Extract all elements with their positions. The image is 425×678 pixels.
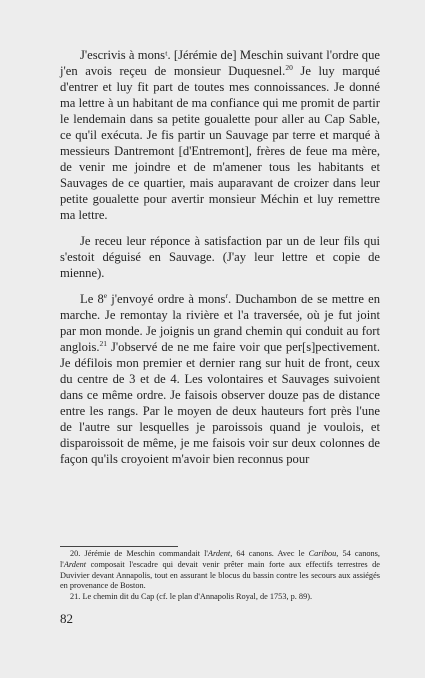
footnote-divider (60, 546, 178, 547)
paragraph-3: Le 8e j'envoyé ordre à mons$^r$. Duchambon de se mettre en marche. Je remontay la rivière et l'a traversée, où je fut joint par mon monde. Je joignis un grand chemin qui conduit au fort anglois.$^{21}$ J'observé de ne me faire voir que per[s]pectivement. Je défilois mon premier et dernier rang sur huit de front, ceux du centre de 3 et de 4. Les volontaires et Sauvages suivoient dans ce même ordre. Je faisois observer douze pas de distance entre les rangs. Par le moyen de deux hauteurs fort près l'une de l'autre sur lesquelles je paroissois quand je voulois, et disparoissoit de même, je me faisois voir sur deux colonnes de façon qu'ils croyoient m'avoir bien reconnus pour (60, 291, 380, 466)
footnote-21: 21. Le chemin dit du Cap (cf. le plan d'Annapolis Royal, de 1753, p. 89). (70, 592, 313, 602)
footnote-20: 20. Jérémie de Meschin commandait l'Ardent, 64 canons. Avec le Caribou, 54 canons, l'Ardent composait l'escadre qui devait venir prêter main forte aux effectifs terrestres de Duvivier devant Annapolis, tout en assurant le blocus du bassin contre les secours aux assiégés en provenance de Boston. (60, 549, 380, 591)
main-text (60, 47, 380, 467)
paragraph-2: Je receu leur réponce à satisfaction par un de leur fils qui s'estoit déguisé en Sauvage. (J'ay leur lettre et copie de mienne). (60, 234, 380, 280)
footnotes (60, 549, 380, 603)
paragraph-1: J'escrivis à monsᵗ. [Jérémie de] Meschin suivant l'ordre que j'en avois reçeu de monsieur Duquesnel.$^{20}$ Je luy marqué d'entrer et luy fit part de toutes mes connoissances. Je donné ma lettre à un habitant de ma confiance qui me promit de partir le lendemain dans sa petite goualette pour aller au Cap Sable, ce qu'il exécuta. Je fis partir un Sauvage par terre et marqué à messieurs Dantremont [d'Entremont], frères de feue ma mère, de venir me joindre et de m'amener tous les habitants et Sauvages de ce quartier, mais auparavant de croizer dans leur petite goualette pour avertir monsieur Méchin et luy remettre ma lettre. (60, 48, 380, 222)
footnote-ref-20[interactable]: 20 (285, 63, 293, 72)
footnote-ref-21[interactable]: 21 (99, 339, 108, 348)
page-number: 82 (60, 611, 73, 626)
